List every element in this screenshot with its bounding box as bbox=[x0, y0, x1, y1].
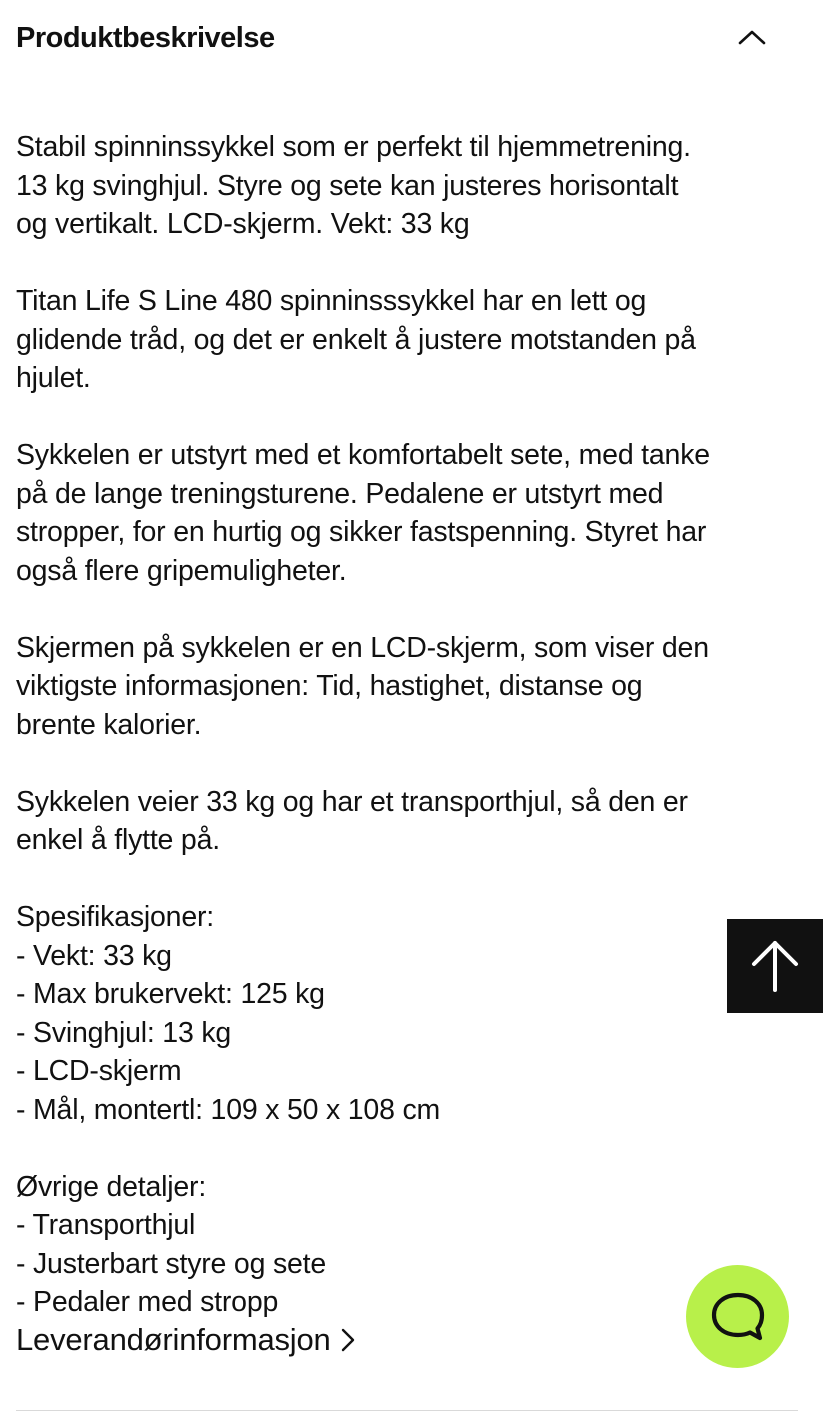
text-line: Sykkelen er utstyrt med et komfortabelt sete, med tanke bbox=[16, 439, 710, 471]
collapse-button[interactable] bbox=[726, 14, 778, 60]
list-item: - Justerbart styre og sete bbox=[16, 1247, 327, 1280]
text-line: også flere gripemuligheter. bbox=[16, 554, 347, 587]
text-line: viktigste informasjonen: Tid, hastighet, distanse og bbox=[16, 670, 643, 702]
list-heading: Øvrige detaljer: bbox=[16, 1170, 207, 1203]
specifications-list bbox=[16, 898, 806, 1129]
product-description-header[interactable] bbox=[0, 0, 823, 78]
divider bbox=[16, 1410, 798, 1411]
paragraph-comfort bbox=[16, 436, 806, 590]
list-item: - Max brukervekt: 125 kg bbox=[16, 978, 325, 1010]
product-description-text bbox=[16, 128, 806, 1322]
section-title: Produktbeskrivelse bbox=[16, 22, 275, 54]
text-line: Titan Life S Line 480 spinninsssykkel har en lett og bbox=[16, 285, 647, 317]
text-line: Stabil spinninssykkel som er perfekt til hjemmetrening. bbox=[16, 131, 691, 163]
chevron-up-icon bbox=[738, 29, 766, 45]
text-line: og vertikalt. LCD-skjerm. Vekt: 33 kg bbox=[16, 208, 470, 240]
text-line: brente kalorier. bbox=[16, 708, 202, 741]
list-item: - Vekt: 33 kg bbox=[16, 939, 172, 972]
paragraph-display bbox=[16, 629, 806, 745]
text-line: på de lange treningsturene. Pedalene er utstyrt med bbox=[16, 477, 664, 510]
list-item: - Transporthjul bbox=[16, 1209, 196, 1241]
arrow-up-icon bbox=[751, 938, 799, 994]
other-details-list bbox=[16, 1168, 806, 1322]
supplier-info-label: Leverandørinformasjon bbox=[16, 1322, 331, 1357]
text-line: hjulet. bbox=[16, 362, 91, 394]
scroll-to-top-button[interactable] bbox=[727, 919, 823, 1013]
supplier-info-link[interactable] bbox=[16, 1318, 355, 1362]
chat-button[interactable] bbox=[686, 1265, 789, 1368]
text-line: enkel å flytte på. bbox=[16, 824, 220, 856]
list-item: - LCD-skjerm bbox=[16, 1055, 182, 1087]
chevron-right-icon bbox=[341, 1328, 355, 1352]
text-line: Skjermen på sykkelen er en LCD-skjerm, som viser den bbox=[16, 631, 709, 664]
text-line: Sykkelen veier 33 kg og har et transporthjul, så den er bbox=[16, 785, 688, 818]
list-item: - Pedaler med stropp bbox=[16, 1286, 279, 1318]
text-line: 13 kg svinghjul. Styre og sete kan justeres horisontalt bbox=[16, 169, 679, 202]
text-line: stropper, for en hurtig og sikker fastspenning. Styret har bbox=[16, 516, 707, 548]
chat-bubble-icon bbox=[710, 1291, 766, 1343]
paragraph-intro bbox=[16, 128, 806, 244]
text-line: glidende tråd, og det er enkelt å justere motstanden på bbox=[16, 323, 696, 356]
paragraph-weight bbox=[16, 783, 806, 860]
list-item: - Svinghjul: 13 kg bbox=[16, 1016, 232, 1049]
list-item: - Mål, montertl: 109 x 50 x 108 cm bbox=[16, 1093, 441, 1126]
list-heading: Spesifikasjoner: bbox=[16, 901, 214, 933]
paragraph-resistance bbox=[16, 282, 806, 398]
